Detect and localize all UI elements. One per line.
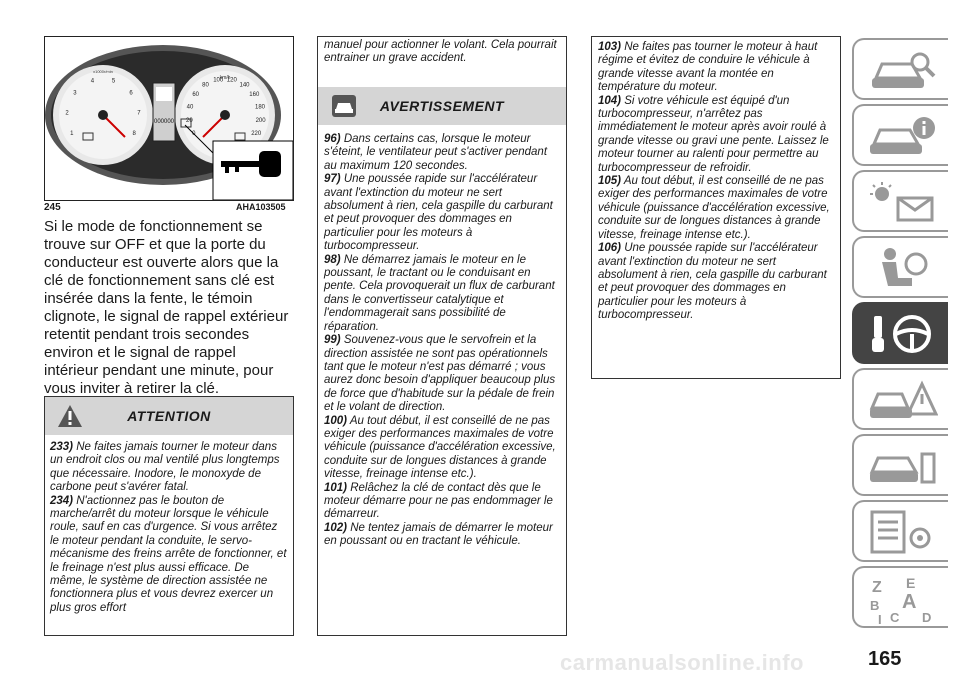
page-number: 165	[868, 648, 902, 670]
instrument-cluster-figure	[44, 36, 294, 201]
gauge-tick-label: 8	[132, 131, 136, 137]
speed-unit: km/h	[219, 75, 231, 81]
figure-number: 245	[44, 202, 61, 213]
note-item: 98) Ne démarrez jamais le moteur en le poussant, le tractant ou le conduisant en pente. Cela provoquerait un flux de carburant dans le convertisseur catalytique et l'endommagerait sans possibilité de réparation.	[324, 253, 555, 333]
gauge-tick-label: 160	[249, 92, 260, 99]
attention-banner	[45, 397, 293, 435]
tach-unit: x1000r/min	[93, 69, 113, 74]
gauge-tick-label: 2	[65, 110, 69, 117]
tab-car-info[interactable]	[852, 104, 948, 166]
instrument-cluster-illustration	[45, 37, 293, 200]
note-item: 233) Ne faites jamais tourner le moteur dans un endroit clos ou mal ventilé plus longtemps que nécessaire. Inodore, le monoxyde de carbone peut s'avérer fatal.	[50, 441, 280, 494]
continued-notes	[592, 37, 840, 323]
attention-box	[44, 396, 294, 636]
tab-key-steering-wheel[interactable]	[852, 302, 948, 364]
note-item: 96) Dans certains cas, lorsque le moteur s'éteint, le ventilateur peut s'activer pendant au maximum 120 secondes.	[324, 133, 548, 172]
note-item: 102) Ne tentez jamais de démarrer le moteur en poussant ou en tractant le véhicule.	[324, 521, 553, 548]
tab-car-warning[interactable]	[852, 368, 948, 430]
note-item: 234) N'actionnez pas le bouton de marche/arrêt du moteur lorsque le véhicule roule, sauf en cas d'urgence. Si vous arrêtez le moteur pendant la conduite, le servo-mécanisme des freins arrête de fonctionner, et le freinage n'est plus aussi efficace. De même, le système de direction assistée ne fonctionnera plus et vous devrez exercer un plus gros effort	[50, 494, 287, 614]
body-paragraph: Si le mode de fonctionnement se trouve sur OFF et que la porte du conducteur est ouverte alors que la clé de fonctionnement sans clé est insérée dans la fente, le témoin clignote, le signal de rappel extérieur retentit pendant trois secondes environ et le signal de rappel intérieur pendant une minute, pour vous inviter à retirer la clé.	[44, 218, 289, 397]
watermark: carmanualsonline.info	[560, 650, 804, 675]
gauge-tick-label: 120	[226, 77, 237, 84]
middle-column-box	[317, 36, 567, 636]
gauge-tick-label: 20	[186, 118, 193, 125]
note-item: 103) Ne faites pas tourner le moteur à haut régime et évitez de conduire le véhicule à grande vitesse avant la montée en température du moteur.	[598, 41, 818, 94]
note-item: 104) Si votre véhicule est équipé d'un turbocompresseur, n'arrêtez pas immédiatement le moteur après avoir roulé à grande vitesse ou gravi une pente. Laissez le moteur tourner au ralenti pour permettre au turbocompresseur de refroidir.	[598, 94, 829, 174]
note-item: 105) Au tout début, il est conseillé de ne pas exiger des performances maximales de votre véhicule (puissance d'accélération excessive, conduite sur de longues distances à grande vitesse, freinage intense etc.).	[598, 175, 830, 241]
attention-notes	[45, 435, 293, 615]
svg-text:I: I	[878, 612, 882, 626]
airbag-seat-icon	[868, 246, 938, 292]
tab-car-search[interactable]	[852, 38, 948, 100]
gauge-tick-label: 40	[186, 104, 194, 111]
gauge-tick-label: 200	[255, 118, 266, 125]
car-search-icon	[868, 48, 938, 94]
gauge-tick-label: 4	[90, 78, 95, 85]
car-warning-icon	[868, 378, 938, 424]
gauge-tick-label: 3	[73, 90, 77, 97]
gauge-tick-label: 180	[254, 104, 266, 111]
gauge-tick-label: 6	[129, 90, 133, 97]
svg-text:E: E	[906, 576, 916, 591]
note-item: 97) Une poussée rapide sur l'accélérateur avant l'extinction du moteur ne sert absolument à rien, cela gaspille du carburant et peut provoquer des dommages en particulier pour les moteurs à turbocompresseur.	[324, 173, 553, 253]
continued-text: manuel pour actionner le volant. Cela pourrait entrainer un grave accident.	[324, 39, 557, 65]
alphabet-index-icon	[868, 576, 938, 626]
avertissement-banner	[318, 87, 566, 125]
tab-airbag-seat[interactable]	[852, 236, 948, 298]
odometer-readout: 000000	[153, 119, 175, 125]
gauge-tick-label: 5	[111, 78, 116, 85]
svg-text:A: A	[902, 591, 917, 613]
gauge-tick-label: 80	[202, 82, 209, 89]
car-info-icon	[868, 114, 938, 160]
car-service-icon	[868, 444, 938, 490]
figure-code: AHA103505	[236, 202, 286, 212]
tab-dashboard-lights[interactable]	[852, 170, 948, 232]
gauge-tick-label: 100	[213, 77, 224, 84]
gauge-tick-label: 0	[192, 131, 196, 137]
tab-car-service[interactable]	[852, 434, 948, 496]
svg-text:C: C	[890, 610, 900, 625]
note-item: 100) Au tout début, il est conseillé de ne pas exiger des performances maximales de votre véhicule (puissance d'accélération excessive, conduite sur de longues distances à grande vitesse, freinage intense etc.).	[324, 414, 556, 481]
tab-alphabet-index[interactable]	[852, 566, 948, 628]
gauge-tick-label: 1	[70, 131, 74, 137]
gauge-tick-label: 140	[239, 82, 250, 89]
tab-specs-list[interactable]	[852, 500, 948, 562]
right-column-box	[591, 36, 841, 379]
avertissement-title: AVERTISSEMENT	[379, 98, 505, 114]
gauge-tick-label: 7	[137, 110, 141, 117]
svg-text:D: D	[922, 610, 932, 625]
specs-list-icon	[868, 510, 938, 556]
avertissement-notes	[324, 133, 562, 549]
note-item: 101) Relâchez la clé de contact dès que le moteur démarre pour ne pas endommager le démarreur.	[324, 481, 553, 521]
attention-title: ATTENTION	[127, 408, 211, 424]
note-item: 106) Une poussée rapide sur l'accélérateur avant l'extinction du moteur ne sert absolument à rien, cela gaspille du carburant et peut provoquer des dommages en particulier pour les moteurs à turbocompresseur.	[598, 242, 827, 322]
svg-text:Z: Z	[872, 579, 882, 596]
gauge-tick-label: 60	[192, 92, 200, 99]
dashboard-lights-icon	[868, 180, 938, 226]
gauge-tick-label: 220	[251, 131, 262, 137]
key-steering-wheel-icon	[868, 312, 938, 358]
note-item: 99) Souvenez-vous que le servofrein et la direction assistée ne sont pas opérationnels tant que le moteur n'est pas démarré ; vous aurez donc besoin d'appliquer beaucoup plus de force que d'habitude sur la pédale de frein et le volant de direction.	[324, 334, 556, 414]
svg-text:B: B	[870, 598, 880, 613]
